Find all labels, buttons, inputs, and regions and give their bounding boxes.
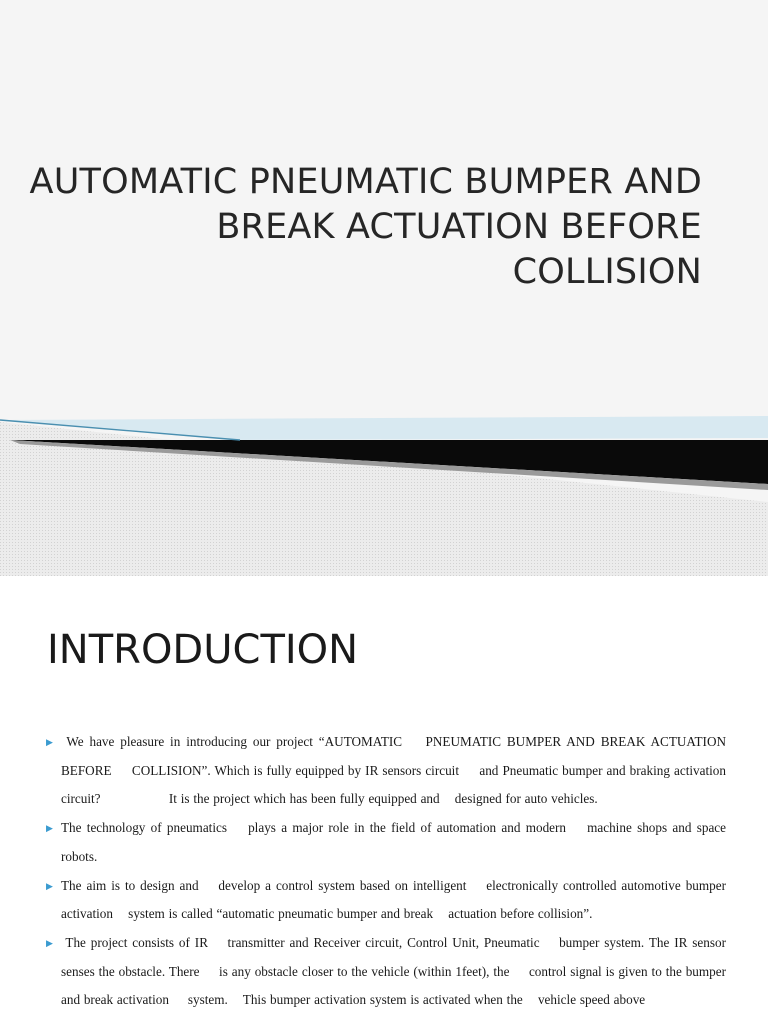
triangle-right-icon: ▶ (46, 737, 53, 747)
paragraph-text: The technology of pneumatics plays a major role in the field of automation and modern machine shops and space robots. (61, 820, 730, 864)
introduction-slide (0, 576, 768, 1024)
slide-heading: INTRODUCTION (47, 627, 359, 673)
paragraph-text: The project consists of IR transmitter and Receiver circuit, Control Unit, Pneumatic bumper system. The IR sensor senses the obstacle. There is any obstacle closer to the vehicle (within 1feet), the control signal is given to the bumper and break activation system. This bumper activation system is activated when the vehicle speed above (61, 934, 730, 1008)
list-item (46, 814, 730, 871)
slide-title: AUTOMATIC PNEUMATIC BUMPER AND BREAK ACTUATION BEFORE COLLISION (29, 162, 702, 292)
list-item (46, 929, 730, 1015)
triangle-right-icon: ▶ (46, 823, 53, 834)
paragraph-text: We have pleasure in introducing our project “AUTOMATIC PNEUMATIC BUMPER AND BREAK ACTUATION BEFORE COLLISION”. Which is fully equipped by IR sensors circuit and Pneumatic bumper and braking activation circuit? It is the project which has been fully equipped and designed for auto vehicles. (61, 734, 730, 807)
list-item (46, 728, 730, 814)
bullet-list (46, 728, 730, 1015)
triangle-right-icon: ▶ (46, 937, 53, 948)
paragraph-text: The aim is to design and develop a control system based on intelligent electronically controlled automotive bumper activation system is called “automatic pneumatic bumper and break actuation before collision”. (61, 877, 730, 922)
decorative-swoosh (0, 410, 768, 576)
triangle-right-icon: ▶ (46, 880, 53, 891)
list-item (46, 872, 730, 929)
